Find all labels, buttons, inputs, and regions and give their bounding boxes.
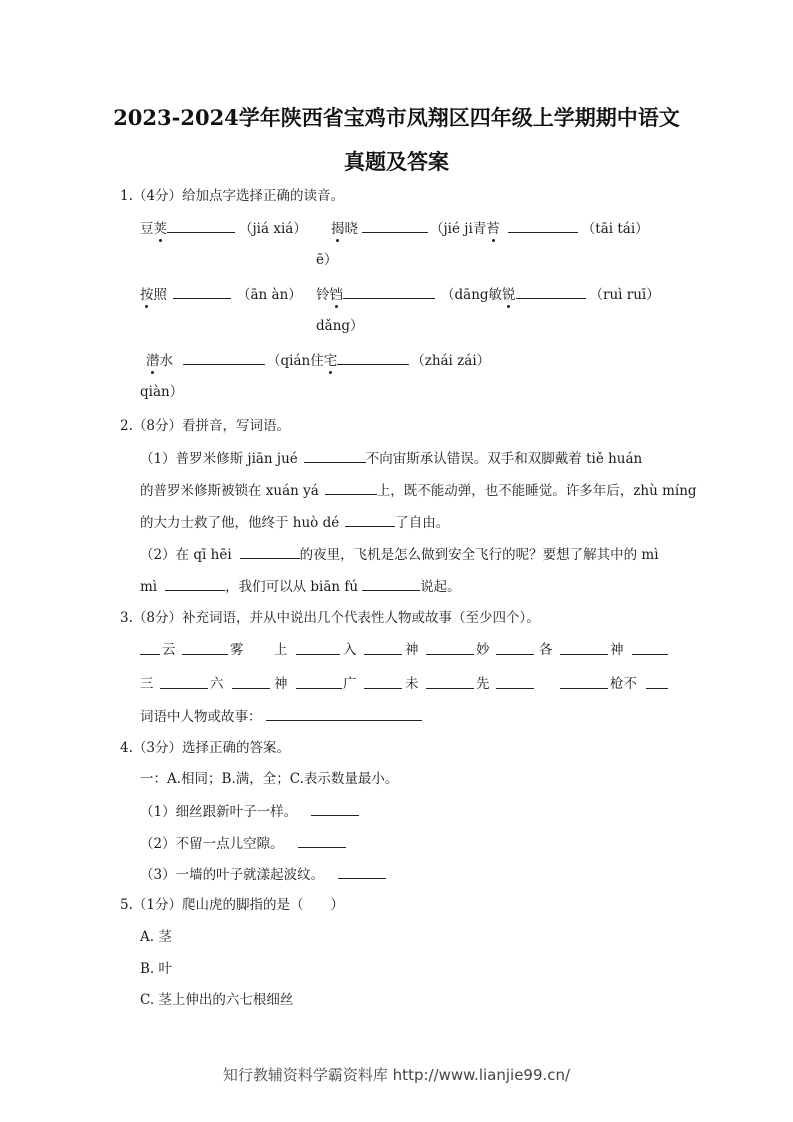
answer-blank[interactable] — [632, 642, 668, 655]
q2-text: 的普罗米修斯被锁在 xuán yá — [140, 483, 319, 499]
q4-text: （3）一墙的叶子就漾起波纹。 — [140, 867, 325, 883]
idiom-char: 先 — [476, 676, 490, 692]
q3-story-label: 词语中人物或故事： — [140, 709, 262, 725]
pinyin-options: （ān àn） — [237, 287, 302, 303]
q1-pinyin-wrap: ē） — [316, 252, 338, 268]
q3-stem: 3.（8分）补充词语，并从中说出几个代表性人物或故事（至少四个）。 — [120, 610, 540, 626]
q4-sentence-1 — [140, 803, 359, 820]
q1-pinyin-wrap: dǎng） — [316, 318, 364, 334]
q1-dotted-char: 苔 — [486, 221, 500, 237]
idiom-char: 云 — [162, 642, 176, 658]
q4-sentence-2 — [140, 835, 346, 852]
pinyin-options: （dāng — [441, 287, 489, 303]
q1-dotted-char: 按 — [140, 287, 154, 303]
q1-char: 住 — [310, 353, 324, 369]
footer-watermark: 知行教辅资料学霸资料库 http://www.lianjie99.cn/ — [222, 1066, 571, 1084]
idiom-char: 未 — [405, 676, 419, 692]
answer-blank[interactable] — [516, 286, 586, 299]
q1-char: 水 — [159, 353, 173, 369]
q2-text: 上，既不能动弹，也不能睡觉。许多年后，zhù míng — [376, 483, 697, 499]
pinyin-options: （jié ji — [430, 221, 473, 237]
q2-stem: 2.（8分）看拼音，写词语。 — [120, 418, 290, 434]
idiom-char: 三 — [140, 676, 154, 692]
q1-pinyin-wrap: qiàn） — [140, 384, 184, 400]
q1-item-5 — [316, 286, 660, 303]
idiom-char: 上 — [274, 642, 288, 658]
q2-text: （1）普罗米修斯 jiān jué — [140, 451, 298, 467]
answer-blank[interactable] — [560, 676, 608, 689]
answer-blank[interactable] — [298, 835, 346, 848]
answer-blank[interactable] — [345, 514, 395, 527]
answer-blank[interactable] — [296, 642, 340, 655]
q2-text: 的大力士救了他，他终于 huò dé — [140, 515, 340, 531]
q1-dotted-char: 铛 — [329, 287, 343, 303]
q2-text: 的夜里，飞机是怎么做到安全飞行的呢？要想了解其中的 mì — [299, 547, 659, 563]
answer-blank[interactable] — [325, 482, 377, 495]
q4-text: （2）不留一点儿空隙。 — [140, 836, 284, 852]
answer-blank[interactable] — [343, 286, 435, 299]
idiom-char: 妙 — [476, 642, 490, 658]
q1-dotted-char: 揭 — [331, 221, 345, 237]
pinyin-options: （ruì ruī） — [589, 287, 660, 303]
q1-stem: 1.（4分）给加点字选择正确的读音。 — [120, 188, 344, 204]
q2-text: ，我们可以从 biān fú — [225, 579, 359, 595]
idiom-char: 六 — [210, 676, 224, 692]
q1-char: 豆 — [140, 221, 154, 237]
q2-line-4 — [140, 546, 659, 563]
answer-blank[interactable] — [296, 676, 342, 689]
idiom-char: 枪不 — [610, 676, 637, 692]
answer-blank[interactable] — [304, 450, 366, 463]
q4-stem: 4.（3分）选择正确的答案。 — [120, 740, 290, 756]
q1-char: 敏 — [488, 287, 503, 303]
q1-char: 青 — [472, 221, 487, 237]
page-title-line-1: 2023-2024学年陕西省宝鸡市凤翔区四年级上学期期中语文 — [113, 105, 680, 130]
answer-blank[interactable] — [160, 676, 208, 689]
answer-blank[interactable] — [165, 578, 225, 591]
answer-blank[interactable] — [232, 676, 270, 689]
q5-option-c[interactable]: C. 茎上伸出的六七根细丝 — [140, 992, 294, 1008]
answer-blank[interactable] — [173, 286, 231, 299]
page-title-line-2: 真题及答案 — [344, 149, 449, 174]
q5-stem: 5.（1分）爬山虎的脚指的是（ ） — [120, 897, 344, 913]
answer-blank[interactable] — [364, 642, 402, 655]
answer-blank[interactable] — [266, 708, 422, 721]
q2-text: 说起。 — [420, 579, 461, 595]
q3-story-line — [140, 708, 422, 725]
answer-blank[interactable] — [508, 220, 578, 233]
q2-text: 了自由。 — [395, 515, 450, 531]
q1-dotted-char: 宅 — [323, 353, 338, 369]
q1-char: 晓 — [344, 221, 358, 237]
q5-option-b[interactable]: B. 叶 — [140, 961, 173, 977]
q4-text: （1）细丝跟新叶子一样。 — [140, 804, 298, 820]
q4-sentence-3 — [140, 866, 386, 883]
answer-blank[interactable] — [338, 866, 386, 879]
answer-blank[interactable] — [560, 642, 608, 655]
q1-dotted-char: 潜 — [146, 353, 160, 369]
pinyin-options: （jiá xiá） — [239, 221, 307, 237]
answer-blank[interactable] — [426, 642, 474, 655]
answer-blank[interactable] — [364, 676, 402, 689]
answer-blank[interactable] — [362, 578, 420, 591]
answer-blank[interactable] — [183, 352, 265, 365]
q2-text: （2）在 qī hēi — [140, 547, 232, 563]
answer-blank[interactable] — [496, 676, 534, 689]
q2-line-3 — [140, 514, 449, 531]
q1-char: 照 — [153, 287, 167, 303]
idiom-char: 神 — [274, 676, 288, 692]
q2-text: 不向宙斯承认错误。双手和双脚戴着 tiě huán — [365, 451, 643, 467]
answer-blank[interactable] — [311, 803, 359, 816]
q5-option-a[interactable]: A. 茎 — [140, 929, 172, 945]
answer-blank[interactable] — [362, 220, 428, 233]
answer-blank[interactable] — [167, 220, 235, 233]
q2-line-5 — [140, 578, 461, 595]
idiom-char: 神 — [405, 642, 419, 658]
q2-line-1 — [140, 450, 642, 467]
idiom-char: 神 — [610, 642, 624, 658]
idiom-char: 入 — [343, 642, 357, 658]
answer-blank[interactable] — [337, 352, 409, 365]
answer-blank[interactable] — [646, 676, 668, 689]
q1-dotted-char: 荚 — [153, 221, 167, 237]
q2-text: mì — [140, 579, 158, 595]
answer-blank[interactable] — [496, 642, 534, 655]
answer-blank[interactable] — [426, 676, 474, 689]
idiom-char: 各 — [539, 642, 553, 658]
q1-item-2 — [331, 220, 649, 237]
answer-blank[interactable] — [182, 642, 228, 655]
pinyin-options: （qián — [267, 353, 311, 369]
idiom-char: 广 — [343, 676, 357, 692]
q2-line-2 — [140, 482, 697, 499]
answer-blank[interactable] — [140, 642, 160, 655]
q1-item-1 — [140, 220, 307, 237]
answer-blank[interactable] — [240, 546, 300, 559]
pinyin-options: （zhái zái） — [411, 353, 491, 369]
pinyin-options: （tāi tái） — [581, 221, 649, 237]
idiom-char: 雾 — [230, 642, 244, 658]
q4-definitions: 一：A.相同；B.满，全；C.表示数量最小。 — [140, 771, 399, 787]
q1-dotted-char: 锐 — [502, 287, 516, 303]
q1-char: 铃 — [316, 287, 330, 303]
q1-item-4 — [140, 286, 302, 303]
q1-item-7 — [146, 352, 490, 369]
